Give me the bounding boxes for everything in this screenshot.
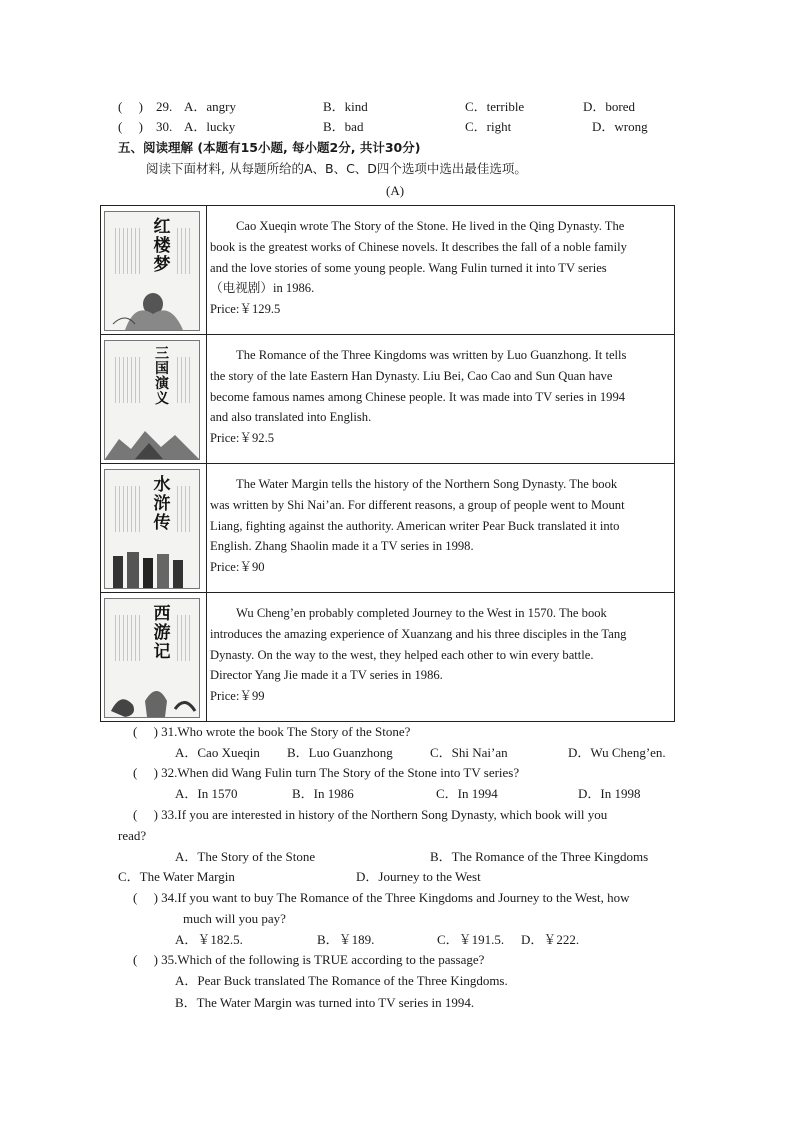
book-description [207,206,675,335]
q31-option-a: A．Cao Xueqin [175,745,260,760]
desc-line: Liang, fighting against the authority. American writer Pear Buck translated it into [210,518,620,533]
q29-option-b: B．kind [323,99,368,114]
book-price: Price:￥90 [210,560,265,575]
section-instruction: 阅读下面材料, 从每题所给的A、B、C、D四个选项中选出最佳选项。 [146,161,527,176]
desc-line: and also translated into English. [210,410,372,425]
desc-line: The Water Margin tells the history of the Northern Song Dynasty. The book [236,477,618,491]
q34-option-c: C．￥191.5. [437,932,505,947]
book-price: Price:￥92.5 [210,431,275,446]
book-cover-cell [101,464,207,593]
q34-option-b: B．￥189. [317,932,375,947]
cover-title: 红楼梦 [153,217,171,275]
q29-option-d: D．bored [583,99,635,114]
desc-line: （电视剧）in 1986. [210,281,315,296]
desc-line: book is the greatest works of Chinese novels. It describes the fall of a noble family [210,239,627,254]
book-cover-cell [101,206,207,335]
q31-option-c: C．Shi Nai’an [430,745,508,760]
q30-option-a: A．lucky [184,119,236,134]
q35-option-a: A．Pear Buck translated The Romance of the Three Kingdoms. [175,973,508,988]
q33-stem-continued: read? [118,828,147,843]
cover-title: 水浒传 [153,475,171,533]
cover-title: 三国演义 [155,346,169,407]
book-cover-cell [101,593,207,722]
book-description [207,335,675,464]
desc-line: introduces the amazing experience of Xuanzang and his three disciples in the Tang [210,626,627,641]
section-heading: 五、阅读理解 (本题有15小题, 每小题2分, 共计30分) [118,140,421,155]
cover-title: 西游记 [153,604,171,662]
desc-line: The Romance of the Three Kingdoms was written by Luo Guanzhong. It tells [236,348,627,362]
q33-option-b: B．The Romance of the Three Kingdoms [430,849,649,864]
q34-option-a: A．￥182.5. [175,932,243,947]
q30-option-c: C．right [465,119,512,134]
q32-option-c: C．In 1994 [436,786,498,801]
desc-line: the story of the late Eastern Han Dynasty. Liu Bei, Cao Cao and Sun Quan have [210,368,613,383]
q30-number: 30. [156,119,173,134]
q30-paren: ( ) [118,119,143,134]
desc-line: Cao Xueqin wrote The Story of the Stone. He lived in the Qing Dynasty. The [236,219,625,233]
book-cover-image [104,469,200,589]
desc-line: and the love stories of some young people. Wang Fulin turned it into TV series [210,260,607,275]
book-description [207,593,675,722]
q33-option-a: A．The Story of the Stone [175,849,316,864]
q30-option-b: B．bad [323,119,364,134]
passage-label: (A) [386,183,405,198]
book-description [207,464,675,593]
desc-line: Dynasty. On the way to the west, they helped each other to win every battle. [210,647,594,662]
desc-line: was written by Shi Nai’an. For different reasons, a group of people went to Mount [210,497,625,512]
book-row [101,335,675,464]
q31-option-b: B．Luo Guanzhong [287,745,393,760]
q32-option-b: B．In 1986 [292,786,354,801]
book-row [101,593,675,722]
q32-option-a: A．In 1570 [175,786,238,801]
desc-line: become famous names among Chinese people. It was made into TV series in 1994 [210,389,626,404]
q31-stem: ( ) 31.Who wrote the book The Story of the Stone? [133,724,411,739]
book-table [100,205,675,722]
q33-option-d: D．Journey to the West [356,869,481,884]
q29-option-c: C．terrible [465,99,525,114]
book-cover-image [104,598,200,718]
q29-number: 29. [156,99,173,114]
book-row [101,206,675,335]
q35-stem: ( ) 35.Which of the following is TRUE according to the passage? [133,952,485,967]
q31-option-d: D．Wu Cheng’en. [568,745,666,760]
q34-stem-continued: much will you pay? [183,911,286,926]
q30-option-d: D．wrong [592,119,648,134]
book-row [101,464,675,593]
book-cover-image [104,340,200,460]
q35-option-b: B．The Water Margin was turned into TV series in 1994. [175,995,475,1010]
q32-stem: ( ) 32.When did Wang Fulin turn The Story of the Stone into TV series? [133,765,520,780]
q32-option-d: D．In 1998 [578,786,641,801]
desc-line: Director Yang Jie made it a TV series in 1986. [210,668,443,683]
desc-line: English. Zhang Shaolin made it a TV series in 1998. [210,539,474,554]
q34-option-d: D．￥222. [521,932,580,947]
q33-stem: ( ) 33.If you are interested in history of the Northern Song Dynasty, which book will you [133,807,608,822]
book-price: Price:￥99 [210,689,265,704]
q33-option-c: C．The Water Margin [118,869,235,884]
book-cover-cell [101,335,207,464]
q34-stem: ( ) 34.If you want to buy The Romance of the Three Kingdoms and Journey to the West, how [133,890,630,905]
q29-option-a: A．angry [184,99,236,114]
book-price: Price:￥129.5 [210,302,281,317]
desc-line: Wu Cheng’en probably completed Journey to the West in 1570. The book [236,606,607,620]
book-cover-image [104,211,200,331]
q29-paren: ( ) [118,99,143,114]
